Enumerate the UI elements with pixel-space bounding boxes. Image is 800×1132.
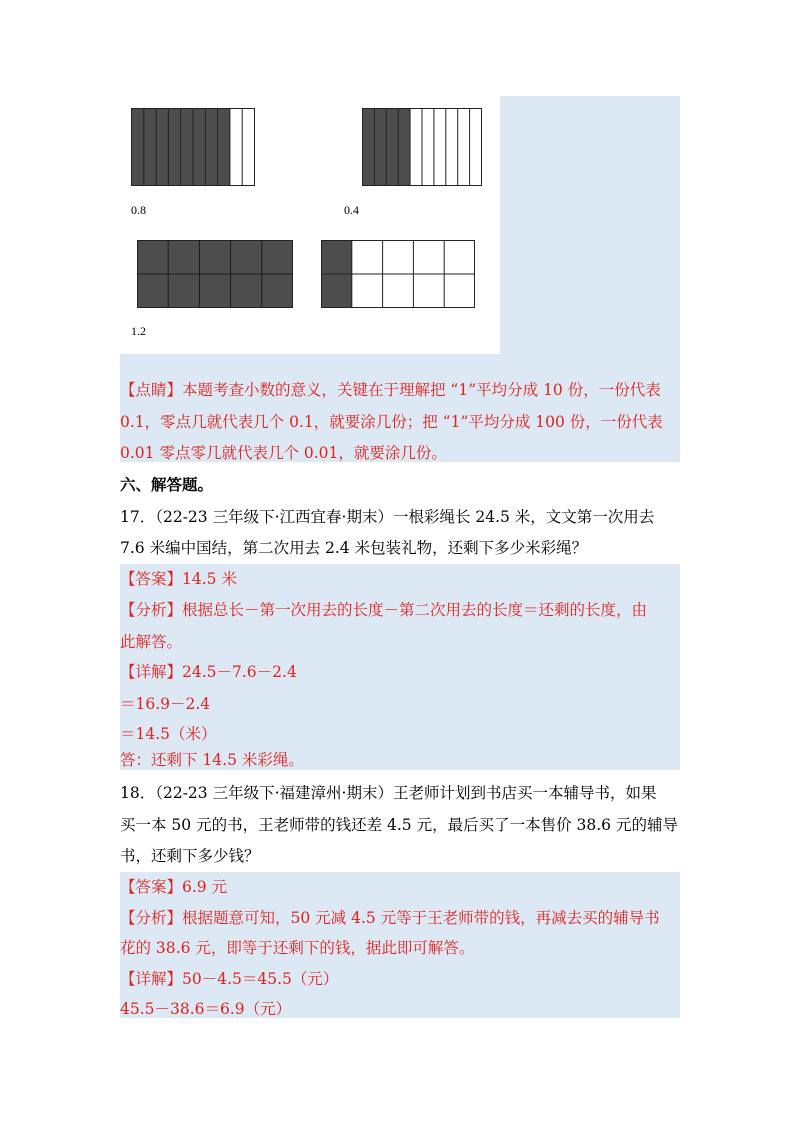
q18-detail-1: 【详解】50－4.5＝45.5（元） [120,970,339,988]
section-title: 六、解答题。 [120,475,214,494]
q18-line-1: 18．（22-23 三年级下·福建漳州·期末）王老师计划到书店买一本辅导书，如果 [120,784,657,802]
fig1-label: 0.8 [131,203,146,217]
q18-analysis-1: 【分析】根据题意可知，50 元减 4.5 元等于王老师带的钱，再减去买的辅导书 [120,909,660,927]
panel-highlight [500,96,680,354]
decimal-figure-panel [120,96,680,354]
q18-answer: 【答案】6.9 元 [120,878,228,896]
q17-detail-2: ＝16.9－2.4 [120,695,211,713]
q17-detail-4: 答：还剩下 14.5 米彩绳。 [120,751,304,769]
fig3-label: 1.2 [131,324,146,338]
fig2-label: 0.4 [344,203,359,217]
q18-line-2: 买一本 50 元的书，王老师带的钱还差 4.5 元，最后买了一本售价 38.6 元的辅导 [120,816,678,834]
fig3-cell-grid [137,240,293,308]
dianjing-line-2: 0.1，零点几就代表几个 0.1，就要涂几份；把 “1”平均分成 100 份，一份代表 [120,413,663,431]
q17-answer: 【答案】14.5 米 [120,570,237,588]
q17-line-1: 17．（22-23 三年级下·江西宜春·期末）一根彩绳长 24.5 米，文文第一次用去 [120,508,655,526]
fig1-column-grid [131,108,255,186]
q17-line-2: 7.6 米编中国结，第二次用去 2.4 米包装礼物，还剩下多少米彩绳？ [120,539,588,557]
fig4-cell-grid [321,240,475,308]
dianjing-line-1: 【点睛】本题考查小数的意义，关键在于理解把 “1”平均分成 10 份，一份代表 [120,381,661,399]
q17-detail-3: ＝14.5（米） [120,725,217,743]
q17-analysis-1: 【分析】根据总长－第一次用去的长度－第二次用去的长度＝还剩的长度，由 [120,601,648,619]
q17-analysis-2: 此解答。 [120,633,183,651]
fig2-column-grid [362,108,482,186]
q18-detail-2: 45.5－38.6＝6.9（元） [120,1000,292,1018]
dianjing-line-3: 0.01 零点零几就代表几个 0.01，就要涂几份。 [120,444,447,462]
q18-line-3: 书，还剩下多少钱？ [120,847,260,865]
q17-detail-1: 【详解】24.5－7.6－2.4 [120,663,297,681]
q18-analysis-2: 花的 38.6 元，即等于还剩下的钱，据此即可解答。 [120,939,475,957]
